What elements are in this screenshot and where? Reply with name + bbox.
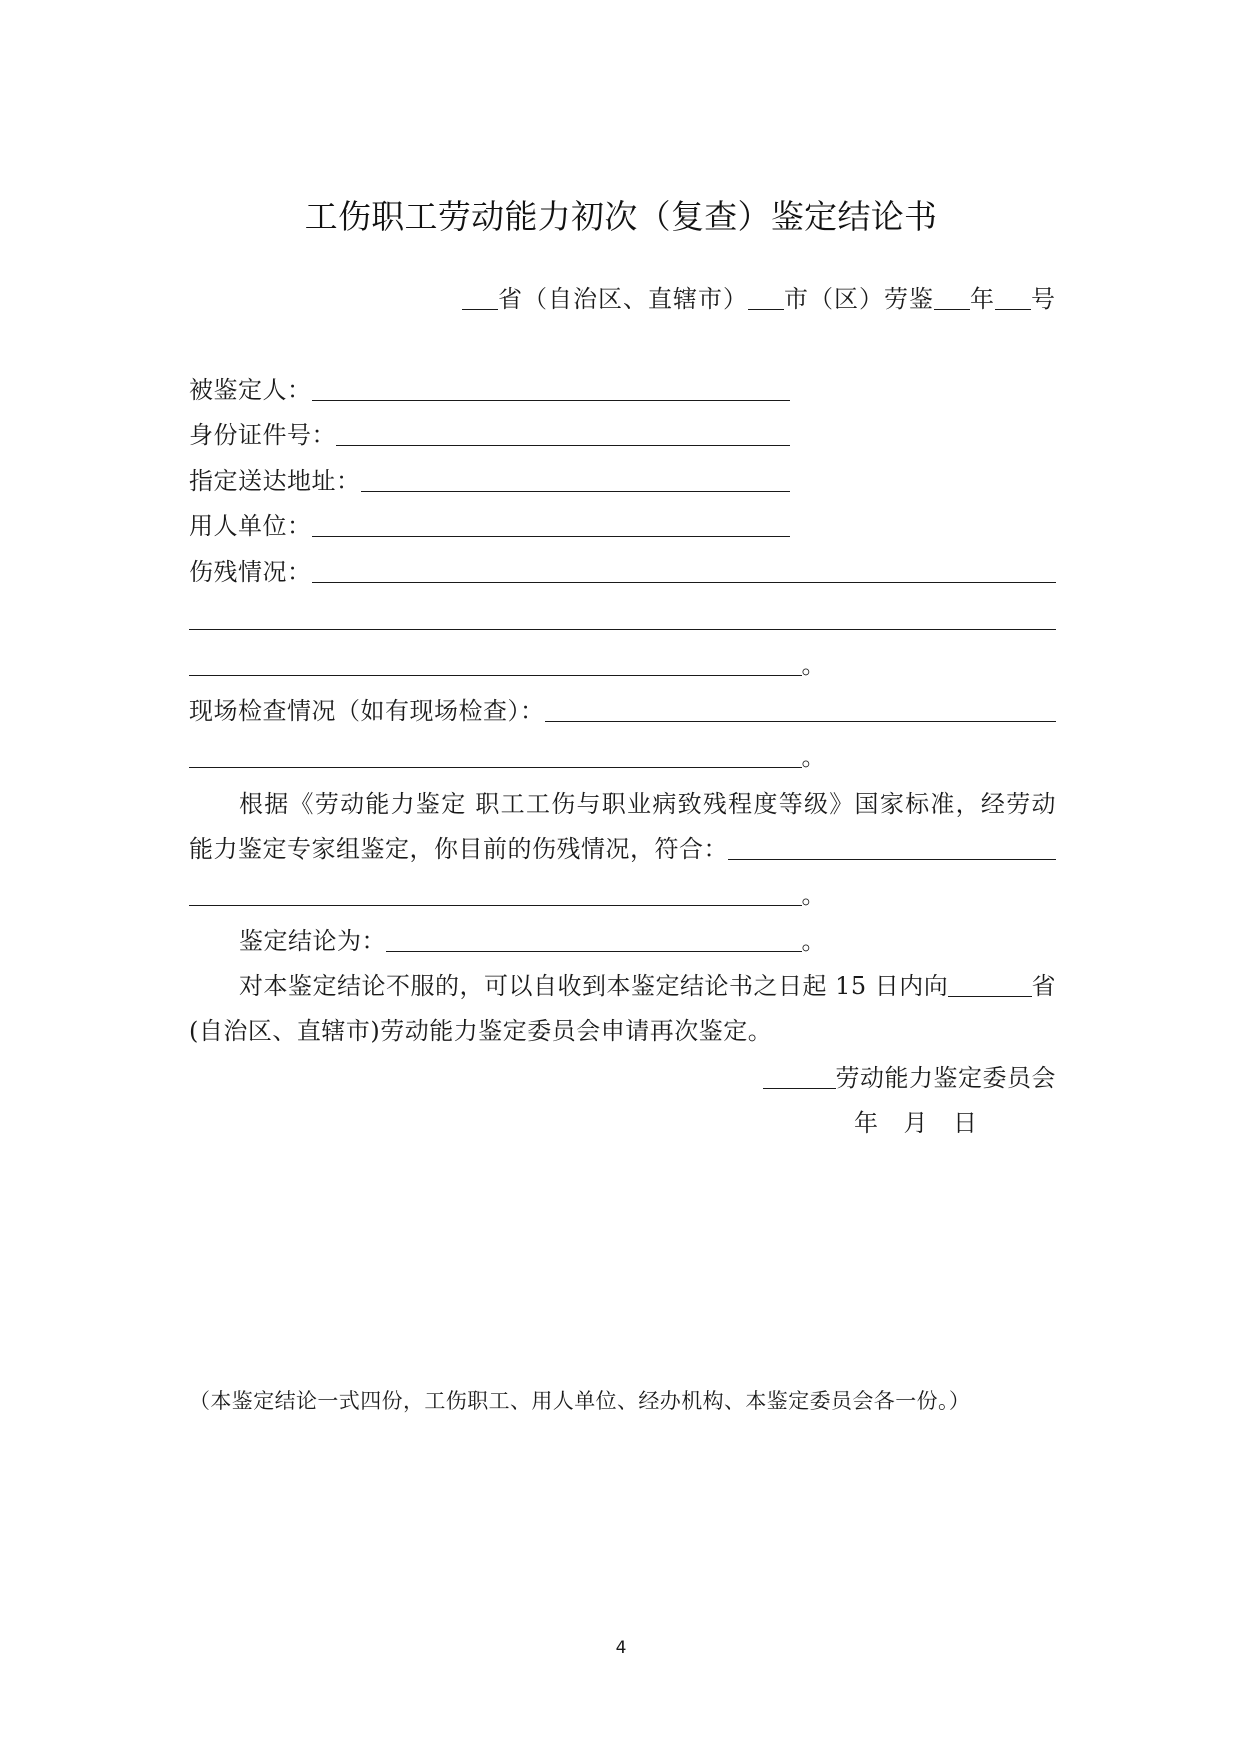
signature-date [854,1101,978,1145]
disability-blank [312,550,1057,583]
document-title: 工伤职工劳动能力初次（复查）鉴定结论书 [304,197,938,236]
conclusion-blank [386,919,802,952]
province-blank [462,277,498,310]
appeal-text: 对本鉴定结论不服的，可以自收到本鉴定结论书之日起 15 日内向 [239,972,949,1000]
field-delivery-address [189,459,790,503]
field-appraisee [189,368,790,412]
site-inspection-blank-2 [189,735,802,768]
appeal-line-2-text: (自治区、直辖市)劳动能力鉴定委员会申请再次鉴定。 [189,1017,773,1045]
reference-province-text: 省（自治区、直辖市） [498,285,748,313]
basis-line-2-text: 能力鉴定专家组鉴定，你目前的伤残情况，符合： [189,835,728,863]
reference-number-line [462,277,1056,321]
signature-committee [763,1056,1057,1100]
delivery-address-label: 指定送达地址： [189,467,361,495]
disability-continuation-line-1 [189,597,1056,641]
site-inspection-label: 现场检查情况（如有现场检查）： [189,697,545,725]
period-mark: 。 [801,651,826,679]
appeal-line-2 [189,1009,1056,1053]
appeal-province-suffix: 省 [1031,972,1056,1000]
disability-label: 伤残情况： [189,558,312,586]
field-id-number [189,413,790,457]
appeal-province-blank [948,964,1031,997]
id-number-label: 身份证件号： [189,421,336,449]
site-inspection-continuation-line [189,735,826,779]
reference-city-text: 市（区）劳鉴 [784,285,934,313]
conclusion-label: 鉴定结论为： [239,927,386,955]
employer-blank [312,504,791,537]
field-employer [189,504,790,548]
period-mark: 。 [801,927,826,955]
page-number: 4 [615,1638,627,1658]
delivery-address-blank [361,459,791,492]
committee-name: 劳动能力鉴定委员会 [835,1064,1056,1092]
field-disability [189,550,1056,594]
period-mark: 。 [801,743,826,771]
reference-number-text: 号 [1031,285,1056,313]
committee-blank [763,1056,836,1089]
date-month: 月 [903,1109,928,1137]
site-inspection-blank [545,689,1057,722]
appeal-line-1 [239,964,1056,1008]
conclusion-line [239,919,826,963]
field-site-inspection [189,689,1056,733]
disability-continuation-line-2 [189,643,826,687]
serial-number-blank [995,277,1031,310]
footnote: （本鉴定结论一式四份，工伤职工、用人单位、经办机构、本鉴定委员会各一份。） [189,1389,971,1413]
reference-year-text: 年 [970,285,995,313]
employer-label: 用人单位： [189,512,312,540]
id-number-blank [336,413,790,446]
basis-paragraph-line-1: 根据《劳动能力鉴定 职工工伤与职业病致残程度等级》国家标准，经劳动 [239,790,1056,818]
basis-continuation-line [189,873,826,917]
disability-blank-3 [189,643,802,676]
appraisee-blank [312,368,791,401]
disability-grade-blank [728,827,1056,860]
city-blank [748,277,784,310]
disability-blank-2 [189,597,1056,630]
date-day: 日 [953,1109,978,1137]
date-year: 年 [854,1109,879,1137]
year-blank [934,277,970,310]
disability-grade-blank-2 [189,873,802,906]
basis-paragraph-line-2 [189,827,1056,871]
period-mark: 。 [801,881,826,909]
appraisee-label: 被鉴定人： [189,376,312,404]
